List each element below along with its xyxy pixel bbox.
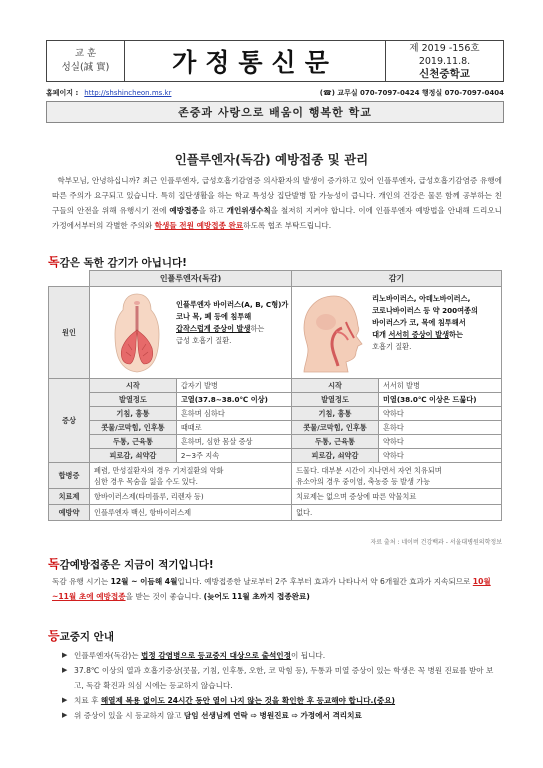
treatment-label: 치료제 [49, 489, 90, 505]
intro-text-2: 을 하고 [198, 206, 227, 215]
triangle-bullet-icon: ▶ [62, 696, 68, 704]
symptom-headache-label: 두통, 근육통 [90, 435, 177, 449]
list-item [62, 708, 502, 723]
article-title: 인플루엔자(독감) 예방접종 및 관리 [174, 152, 369, 167]
intro-text-4: 하도록 협조 부탁드립니다. [243, 221, 332, 230]
symptom-fever-label-cold: 발열정도 [292, 393, 379, 407]
vaccination-text-3: 을 받는 것이 좋습니다. [125, 592, 204, 601]
school-name: 신천중학교 [419, 67, 470, 80]
heading-initial: 독 [48, 255, 60, 269]
flu-prevention: 인플루엔자 백신, 항바이러스제 [90, 505, 292, 521]
symptom-fatigue-label-cold: 피로감, 쇠약감 [292, 449, 379, 463]
heading-text: 감은 독한 감기가 아닙니다! [59, 257, 187, 269]
vaccination-highlight: 10월~11월 초에 예방접종 [52, 577, 491, 601]
flu-complication-line-2: 심한 경우 목숨을 잃을 수도 있다. [94, 476, 198, 486]
source-note: 자료 출처 : 네이버 건강백과 - 서울대병원의학정보 [370, 539, 502, 546]
table-corner [49, 271, 90, 287]
newsletter-title: 가정통신문 [172, 48, 338, 77]
cold-complication-line-1: 드물다. 대부분 시간이 지나면서 자연 치유되며 [296, 465, 442, 475]
cold-cause-cell [292, 287, 502, 379]
item-text: 치료 후 [74, 696, 101, 705]
flu-cause-line-4: 급성 호흡기 질환. [176, 336, 232, 345]
symptom-runny-nose-label: 콧물/코막힘, 인후통 [90, 421, 177, 435]
flu-onset: 갑자기 발병 [176, 379, 291, 393]
triangle-bullet-icon: ▶ [62, 711, 68, 719]
issue-number: 제 2019 -156호 [409, 42, 480, 54]
item-text: 인플루엔자(독감)는 [74, 651, 142, 660]
vaccination-text-1: 독감 유행 시기는 [52, 577, 111, 586]
cold-cause-line-5: 호흡기 질환. [372, 342, 412, 351]
symptom-cough-label-cold: 기침, 흉통 [292, 407, 379, 421]
vaccination-text-2: 입니다. 예방접종한 날로부터 2주 후부터 효과가 나타나서 약 6개월간 효과가 지속되므로 [177, 577, 473, 586]
cause-row [49, 287, 502, 379]
flu-vs-cold-table [48, 270, 502, 521]
section-heading-vaccination [48, 555, 214, 572]
section-heading-attendance [48, 627, 114, 644]
flu-cause-line-3: 갑작스럽게 증상이 발생 [176, 324, 251, 333]
homepage-link[interactable]: http://shshincheon.ms.kr [84, 89, 172, 97]
flu-runny-nose: 때때로 [176, 421, 291, 435]
list-item [62, 663, 502, 693]
item-text-end: 이 됩니다. [290, 651, 326, 660]
treatment-row [49, 489, 502, 505]
attendance-list [62, 648, 502, 723]
heading-initial: 독 [48, 557, 60, 571]
homepage-label: 홈페이지 : [46, 89, 79, 97]
flu-treatment: 항바이러스제(타미플루, 리렌자 등) [90, 489, 292, 505]
flu-column-header: 인플루엔자(독감) [90, 271, 292, 287]
flu-cause-line-2: 코나 목, 폐 등에 침투해 [176, 312, 252, 321]
intro-text-3: 을 철저히 지켜야 합니다. 이에 인플루엔자 예방법을 안내해 드리오니 가정에서부터의 각별한 주의와 [52, 206, 502, 230]
symptom-onset-label: 시작 [90, 379, 177, 393]
symptom-headache-label-cold: 두통, 근육통 [292, 435, 379, 449]
triangle-bullet-icon: ▶ [62, 651, 68, 659]
prevention-label: 예방약 [49, 505, 90, 521]
motto-text: 성실(誠 實) [61, 62, 110, 73]
contact-info: (☎) 교무실 070-7097-0424 행정실 070-7097-0404 [319, 89, 504, 97]
heading-text: 교중지 안내 [59, 631, 114, 643]
item-emphasis: 법정 감염병으로 등교중지 대상으로 출석인정 [141, 651, 291, 660]
flu-complication [90, 463, 292, 489]
complication-row [49, 463, 502, 489]
symptom-row [49, 379, 502, 393]
intro-paragraph [52, 173, 502, 233]
cold-cause-line-4b: 하는 [449, 330, 463, 339]
intro-bold-vaccination: 예방접종 [169, 206, 199, 215]
symptom-fever-label: 발열정도 [90, 393, 177, 407]
cold-cause-line-4: 서서히 증상이 발생 [388, 330, 450, 339]
cold-complication-line-2: 유소아의 경우 중이염, 축농증 등 발생 가능 [296, 476, 431, 486]
cold-treatment: 치료제는 없으며 증상에 따른 약물치료 [292, 489, 502, 505]
cold-cause-line-4a: 대개 [372, 330, 389, 339]
item-text: 위 증상이 있을 시 등교하지 않고 [74, 711, 184, 720]
heading-initial: 등 [48, 629, 60, 643]
motto-label: 교 훈 [74, 48, 97, 59]
lungs-illustration [106, 292, 168, 374]
school-slogan: 존중과 사랑으로 배움이 행복한 학교 [46, 101, 504, 123]
flu-cause-text [176, 299, 288, 347]
list-item [62, 648, 502, 663]
vaccination-season: 12월 ~ 이듬해 4월 [110, 577, 178, 586]
cold-cause-text [372, 293, 478, 353]
cold-cause-line-3: 바이러스가 코, 목에 침투해서 [372, 318, 466, 327]
symptom-row [49, 449, 502, 463]
list-item [62, 693, 502, 708]
symptom-row [49, 435, 502, 449]
prevention-row [49, 505, 502, 521]
newsletter-header [46, 40, 504, 82]
symptom-label: 증상 [49, 379, 90, 463]
flu-fever: 고열(37.8~38.0℃ 이상) [176, 393, 291, 407]
item-emphasis: 담임 선생님께 연락 ⇨ 병원진료 ⇨ 가정에서 격리치료 [183, 711, 362, 720]
cold-cause-line-1: 리노바이러스, 아데노바이러스, [372, 294, 471, 303]
cold-complication [292, 463, 502, 489]
homepage-row [46, 86, 504, 100]
flu-cause-line-3b: 하는 [250, 324, 265, 333]
cold-column-header: 감기 [292, 271, 502, 287]
heading-text: 감예방접종은 지금이 적기입니다! [59, 559, 214, 571]
school-motto [47, 41, 125, 81]
cold-cause-line-2: 코로나바이러스 등 약 200여종의 [372, 306, 478, 315]
symptom-row [49, 421, 502, 435]
item-text: 37.8℃ 이상의 열과 호흡기증상(콧물, 기침, 인후통, 오한, 코 막힘 등), 두통과 미열 증상이 있는 학생은 꼭 병원 진료를 받아 보고, 독감 확진과 의심 시에는 등교하지 않습니다. [74, 666, 494, 690]
cold-headache: 약하다 [378, 435, 501, 449]
symptom-row [49, 393, 502, 407]
head-profile-illustration [296, 292, 366, 374]
cold-runny-nose: 흔하다 [378, 421, 501, 435]
section-heading-flu [48, 253, 187, 270]
intro-text-1: 학부모님, 안녕하십니까? 최근 인플루엔자, 급성호흡기감염증 의사환자의 발생이 증가하고 있어 인플루엔자, 급성호흡기감염증 유행에 따른 주의가 요구되고 있습니다. 특히 집단생활을 하는 학교 특성상 집단발병 할 가능성이 큽니다. 개인의 건강은 물론 함께 공부하는 친구들의 안전을 위해 유행시기 전에 [52, 176, 503, 215]
cold-onset: 서서히 발병 [378, 379, 501, 393]
cause-label: 원인 [49, 287, 90, 379]
cold-cough: 약하다 [378, 407, 501, 421]
vaccination-paragraph [52, 574, 502, 604]
symptom-onset-label-cold: 시작 [292, 379, 379, 393]
symptom-fatigue-label: 피로감, 쇠약감 [90, 449, 177, 463]
issue-date: 2019.11.8. [418, 55, 471, 67]
cold-prevention: 없다. [292, 505, 502, 521]
flu-cause-line-1: 인플루엔자 바이러스(A, B, C형)가 [176, 300, 289, 309]
cold-fever: 미열(38.0℃ 이상은 드묾다) [378, 393, 501, 407]
table-header-row [49, 271, 502, 287]
flu-complication-line-1: 폐렴, 만성질환자의 경우 기저질환의 악화 [94, 465, 224, 475]
complication-label: 합병증 [49, 463, 90, 489]
symptom-row [49, 407, 502, 421]
symptom-cough-label: 기침, 흉통 [90, 407, 177, 421]
flu-cough: 흔하며 심하다 [176, 407, 291, 421]
flu-cause-cell [90, 287, 292, 379]
triangle-bullet-icon: ▶ [62, 666, 68, 674]
flu-fatigue: 2~3주 지속 [176, 449, 291, 463]
issue-meta [385, 41, 503, 81]
vaccination-deadline: (늦어도 11월 초까지 접종완료) [203, 592, 310, 601]
intro-highlight: 학생들 전원 예방접종 완료 [154, 221, 244, 230]
flu-headache: 흔하며, 심한 몸살 증상 [176, 435, 291, 449]
item-emphasis: 해열제 복용 없이도 24시간 동안 열이 나지 않는 것을 확인한 후 등교해야 합니다.(중요) [100, 696, 396, 705]
intro-bold-hygiene: 개인위생수칙 [226, 206, 271, 215]
cold-fatigue: 약하다 [378, 449, 501, 463]
symptom-runny-nose-label-cold: 콧물/코막힘, 인후통 [292, 421, 379, 435]
